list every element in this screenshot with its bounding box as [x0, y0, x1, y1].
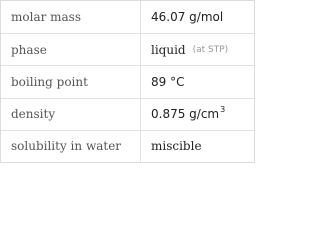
density-value: 0.875 g/cm: [151, 107, 220, 122]
molar-mass-value: 46.07 g/mol: [151, 10, 224, 25]
property-value-phase: [141, 33, 254, 65]
property-label-molar-mass: molar mass: [1, 1, 141, 33]
property-value-boiling-point: [141, 65, 254, 97]
boiling-point-value: 89 °C: [151, 74, 185, 89]
property-value-solubility: [141, 130, 254, 162]
phase-note: (at STP): [192, 44, 229, 55]
property-label-phase: phase: [1, 33, 141, 65]
solubility-value: miscible: [151, 139, 202, 154]
phase-value: liquid: [151, 42, 186, 57]
property-value-molar-mass: [141, 1, 254, 33]
property-value-density: [141, 98, 254, 130]
property-label-density: density: [1, 98, 141, 130]
density-unit-exponent: 3: [220, 104, 226, 114]
property-label-solubility: solubility in water: [1, 130, 141, 162]
property-label-boiling-point: boiling point: [1, 65, 141, 97]
